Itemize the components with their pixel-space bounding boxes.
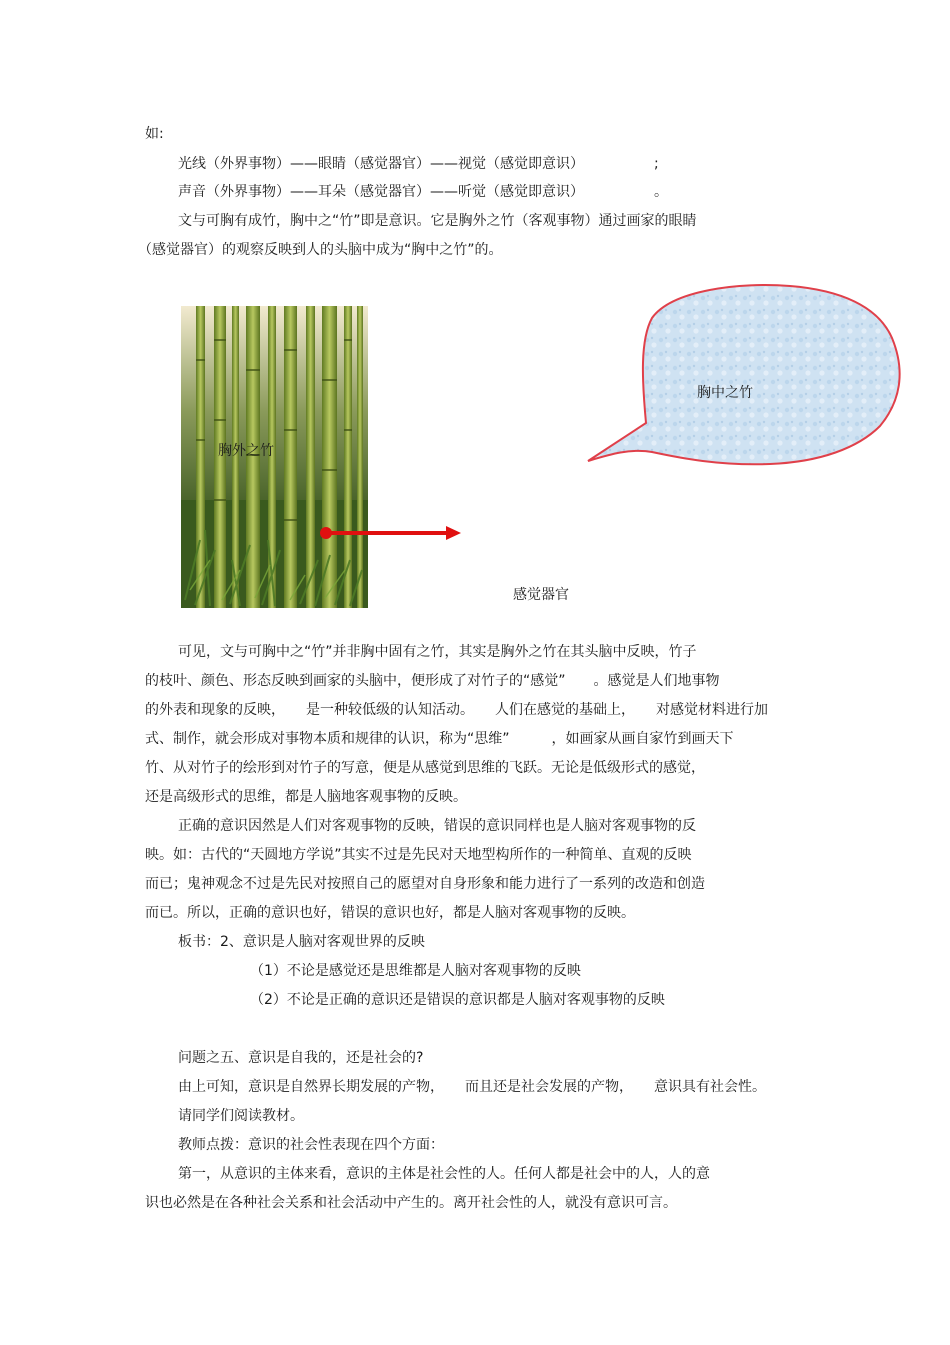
- thought-bubble: [588, 285, 900, 464]
- question-para-line: 第一，从意识的主体来看，意识的主体是社会性的人。任何人都是社会中的人，人的意: [178, 1166, 710, 1182]
- board-heading: 板书：2、意识是人脑对客观世界的反映: [178, 934, 425, 950]
- question-line: 由上可知，意识是自然界长期发展的产物， 而且还是社会发展的产物， 意识具有社会性。: [178, 1079, 766, 1095]
- example-end-2: 。: [654, 184, 668, 200]
- para3-line: 映。如：古代的“天圆地方学说”其实不过是先民对天地型构所作的一种简单、直观的反映: [145, 847, 692, 863]
- question-para-line: 识也必然是在各种社会关系和社会活动中产生的。离开社会性的人，就没有意识可言。: [145, 1195, 677, 1211]
- question-title: 问题之五、意识是自我的，还是社会的?: [178, 1050, 424, 1066]
- question-line: 请同学们阅读教材。: [178, 1108, 304, 1124]
- example-line-light: 光线（外界事物）——眼睛（感觉器官）——视觉（感觉即意识）: [178, 156, 584, 172]
- para3-line: 正确的意识因然是人们对客观事物的反映，错误的意识同样也是人脑对客观事物的反: [178, 818, 696, 834]
- example-end-1: ;: [654, 156, 659, 172]
- board-point: （1）不论是感觉还是思维都是人脑对客观事物的反映: [250, 963, 581, 979]
- outer-bamboo-label: 胸外之竹: [218, 443, 274, 459]
- para2-line: 还是高级形式的思维，都是人脑地客观事物的反映。: [145, 789, 467, 805]
- para2-line: 的外表和现象的反映， 是一种较低级的认知活动。 人们在感觉的基础上， 对感觉材料进行加: [145, 702, 768, 718]
- para2-line: 式、制作，就会形成对事物本质和规律的认识，称为“思维” ，如画家从画自家竹到画天下: [145, 731, 734, 747]
- intro-text: 如:: [145, 126, 164, 142]
- question-line: 教师点拨：意识的社会性表现在四个方面：: [178, 1137, 444, 1153]
- para1-line: （感觉器官）的观察反映到人的头脑中成为“胸中之竹”的。: [138, 242, 503, 258]
- para2-line: 的枝叶、颜色、形态反映到画家的头脑中，便形成了对竹子的“感觉” 。感觉是人们地事物: [145, 673, 720, 689]
- para3-line: 而已。所以，正确的意识也好，错误的意识也好，都是人脑对客观事物的反映。: [145, 905, 635, 921]
- board-point: （2）不论是正确的意识还是错误的意识都是人脑对客观事物的反映: [250, 992, 665, 1008]
- sense-organ-label: 感觉器官: [513, 587, 569, 603]
- para1-line: 文与可胸有成竹，胸中之“竹”即是意识。它是胸外之竹（客观事物）通过画家的眼睛: [178, 213, 697, 229]
- para2-line: 可见，文与可胸中之“竹”并非胸中固有之竹，其实是胸外之竹在其头脑中反映，竹子: [178, 644, 697, 660]
- inner-bamboo-label: 胸中之竹: [697, 385, 753, 401]
- bamboo-photo: [181, 306, 368, 608]
- example-line-sound: 声音（外界事物）——耳朵（感觉器官）——听觉（感觉即意识）: [178, 184, 584, 200]
- para2-line: 竹、从对竹子的绘形到对竹子的写意，便是从感觉到思维的飞跃。无论是低级形式的感觉，: [145, 760, 705, 776]
- para3-line: 而已；鬼神观念不过是先民对按照自己的愿望对自身形象和能力进行了一系列的改造和创造: [145, 876, 705, 892]
